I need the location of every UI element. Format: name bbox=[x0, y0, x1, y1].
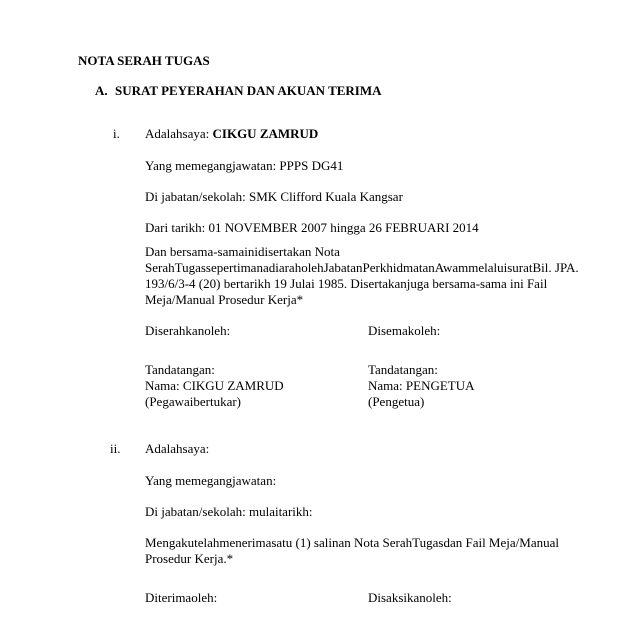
right-name: Nama: PENGETUA bbox=[368, 378, 475, 393]
left-name: Nama: CIKGU ZAMRUD bbox=[145, 378, 284, 393]
part-ii-name-label: Adalahsaya: bbox=[145, 441, 210, 456]
part-i-paragraph-line-3: 193/6/3-4 (20) bertarikh 19 Julai 1985. Disertakanjuga bersama-sama ini Fail bbox=[145, 276, 548, 291]
part-ii-paragraph-line-2: Prosedur Kerja.* bbox=[145, 551, 234, 566]
part-i-name-line bbox=[145, 126, 318, 142]
part-ii-school: Di jabatan/sekolah: mulaitarikh: bbox=[145, 504, 313, 519]
checked-by-label: Disemakoleh: bbox=[368, 323, 441, 338]
part-ii-position: Yang memegangjawatan: bbox=[145, 473, 277, 488]
part-i-paragraph-line-4: Meja/Manual Prosedur Kerja* bbox=[145, 292, 304, 307]
section-a-heading: SURAT PEYERAHAN DAN AKUAN TERIMA bbox=[115, 83, 382, 98]
name-label: Adalahsaya: bbox=[145, 126, 213, 141]
name-value: CIKGU ZAMRUD bbox=[212, 126, 319, 141]
witnessed-by-label: Disaksikanoleh: bbox=[368, 590, 452, 605]
part-i-marker: i. bbox=[113, 126, 120, 141]
right-role: (Pengetua) bbox=[368, 394, 425, 409]
part-i-school: Di jabatan/sekolah: SMK Clifford Kuala Kangsar bbox=[145, 189, 403, 204]
handed-over-by-label: Diserahkanoleh: bbox=[145, 323, 231, 338]
document-title: NOTA SERAH TUGAS bbox=[78, 53, 210, 68]
part-i-position: Yang memegangjawatan: PPPS DG41 bbox=[145, 158, 344, 173]
part-i-paragraph-line-1: Dan bersama-samainidisertakan Nota bbox=[145, 244, 340, 259]
part-ii-paragraph-line-1: Mengakutelahmenerimasatu (1) salinan Nota SerahTugasdan Fail Meja/Manual bbox=[145, 535, 559, 550]
section-a-marker: A. bbox=[95, 83, 108, 98]
part-i-date: Dari tarikh: 01 NOVEMBER 2007 hingga 26 FEBRUARI 2014 bbox=[145, 220, 479, 235]
part-i-paragraph-line-2: SerahTugassepertimanadiaraholehJabatanPerkhidmatanAwammelaluisuratBil. JPA. bbox=[145, 260, 579, 275]
left-signature-label: Tandatangan: bbox=[145, 362, 215, 377]
right-signature-label: Tandatangan: bbox=[368, 362, 438, 377]
left-role: (Pegawaibertukar) bbox=[145, 394, 242, 409]
received-by-label: Diterimaoleh: bbox=[145, 590, 218, 605]
part-ii-marker: ii. bbox=[110, 441, 121, 456]
